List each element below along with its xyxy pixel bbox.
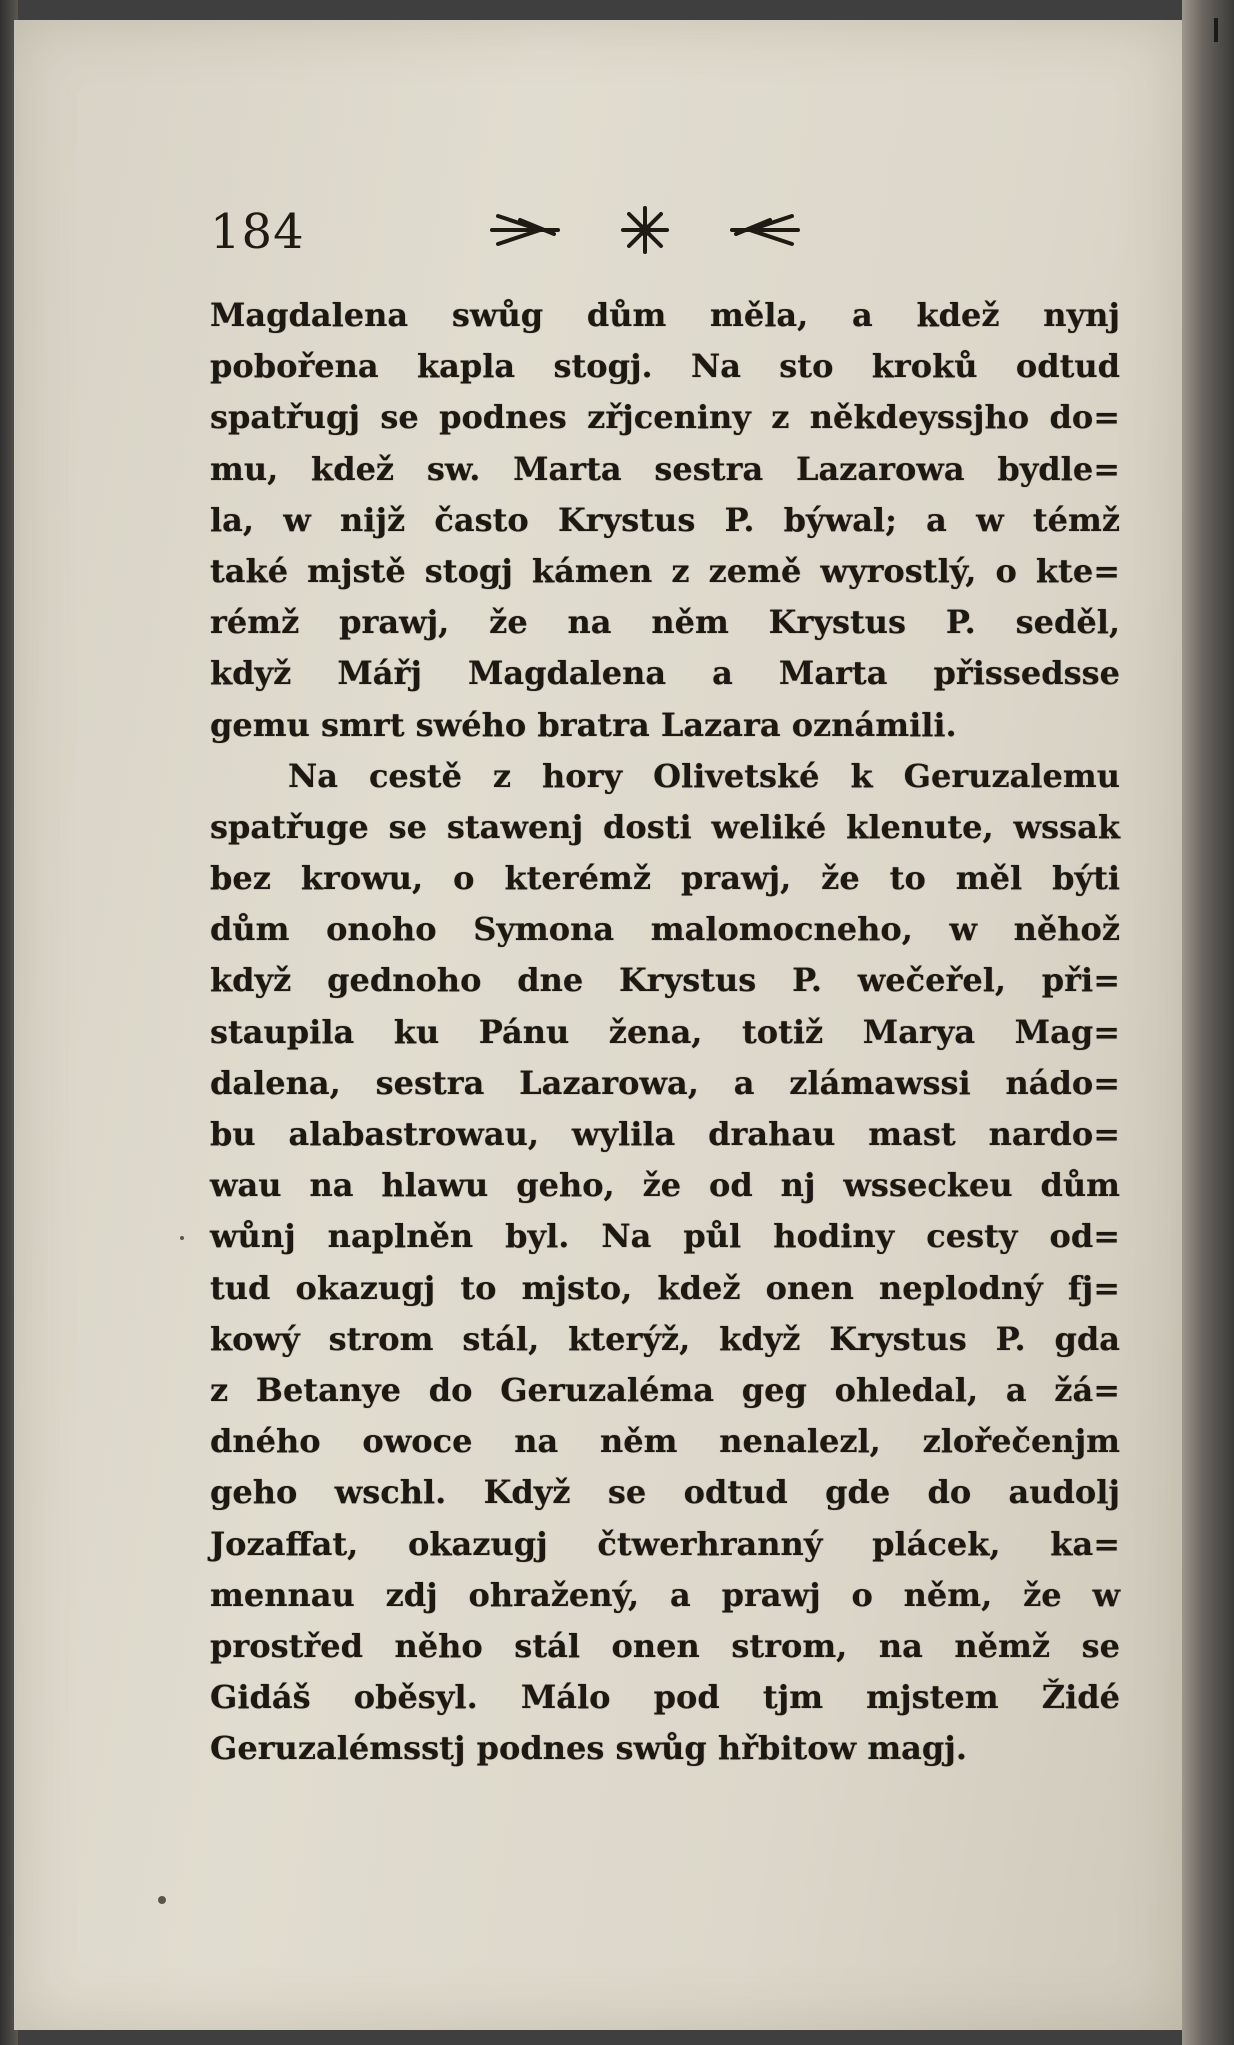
- text-line: z Betanye do Geruzaléma geg ohledal, a žá=: [210, 1370, 1120, 1409]
- text-line: když gednoho dne Krystus P. wečeřel, při=: [210, 961, 1120, 1000]
- corner-mark: [1214, 18, 1218, 42]
- text-line: wůnj naplněn byl. Na půl hodiny cesty od=: [210, 1217, 1120, 1256]
- text-line: la, w nijž často Krystus P. býwal; a w témž: [210, 500, 1120, 539]
- text-line: mu, kdež sw. Marta sestra Lazarowa bydle=: [210, 449, 1120, 488]
- text-line: gemu smrt swého bratra Lazara oznámili.: [210, 705, 957, 744]
- text-line: wau na hlawu geho, že od nj wsseckeu dům: [210, 1166, 1120, 1205]
- text-line: Geruzalémsstj podnes swůg hřbitow magj.: [210, 1729, 967, 1768]
- text-line: bu alabastrowau, wylila drahau mast nardo=: [210, 1115, 1120, 1153]
- page-right-edge: [1182, 0, 1234, 2045]
- body-text: [210, 290, 1120, 1774]
- text-line: Jozaffat, okazugj čtwerhranný plácek, ka=: [210, 1524, 1120, 1563]
- text-line: kowý strom stál, kterýž, když Krystus P. gda: [210, 1319, 1120, 1358]
- text-line: spatřuge se stawenj dosti weliké klenute, wssak: [210, 807, 1120, 846]
- text-line: tud okazugj to mjsto, kdež onen neplodný fj=: [210, 1268, 1120, 1307]
- text-line: Gidáš oběsyl. Málo pod tjm mjstem Židé: [210, 1678, 1120, 1717]
- text-line: mennau zdj ohražený, a prawj o něm, že w: [210, 1575, 1120, 1614]
- text-line: bez krowu, o kterémž prawj, že to měl býti: [210, 859, 1120, 898]
- text-line: dného owoce na něm nenalezl, zlořečenjm: [210, 1422, 1120, 1461]
- text-line: Na cestě z hory Olivetské k Geruzalemu: [288, 756, 1120, 795]
- header-ornament-icon: [480, 200, 810, 260]
- text-line: Magdalena swůg dům měla, a kdež nynj: [210, 296, 1120, 334]
- page-number: 184: [210, 204, 305, 260]
- text-line: dalena, sestra Lazarowa, a zlámawssi nádo=: [210, 1063, 1120, 1102]
- text-line: spatřugj se podnes zřjceniny z někdeyssjho do=: [210, 398, 1120, 437]
- ink-speck: [158, 1896, 166, 1904]
- ink-speck: [180, 1236, 184, 1240]
- text-line: geho wschl. Když se odtud gde do audolj: [210, 1473, 1120, 1512]
- text-line: rémž prawj, že na něm Krystus P. seděl,: [210, 603, 1120, 642]
- text-line: také mjstě stogj kámen z země wyrostlý, o kte=: [210, 551, 1120, 590]
- page-header: [210, 196, 830, 266]
- text-line: když Mářj Magdalena a Marta přissedsse: [210, 654, 1120, 693]
- text-line: pobořena kapla stogj. Na sto kroků odtud: [210, 347, 1120, 386]
- text-line: staupila ku Pánu žena, totiž Marya Mag=: [210, 1012, 1120, 1051]
- text-line: prostřed něho stál onen strom, na němž se: [210, 1626, 1120, 1665]
- text-line: dům onoho Symona malomocneho, w něhož: [210, 910, 1120, 949]
